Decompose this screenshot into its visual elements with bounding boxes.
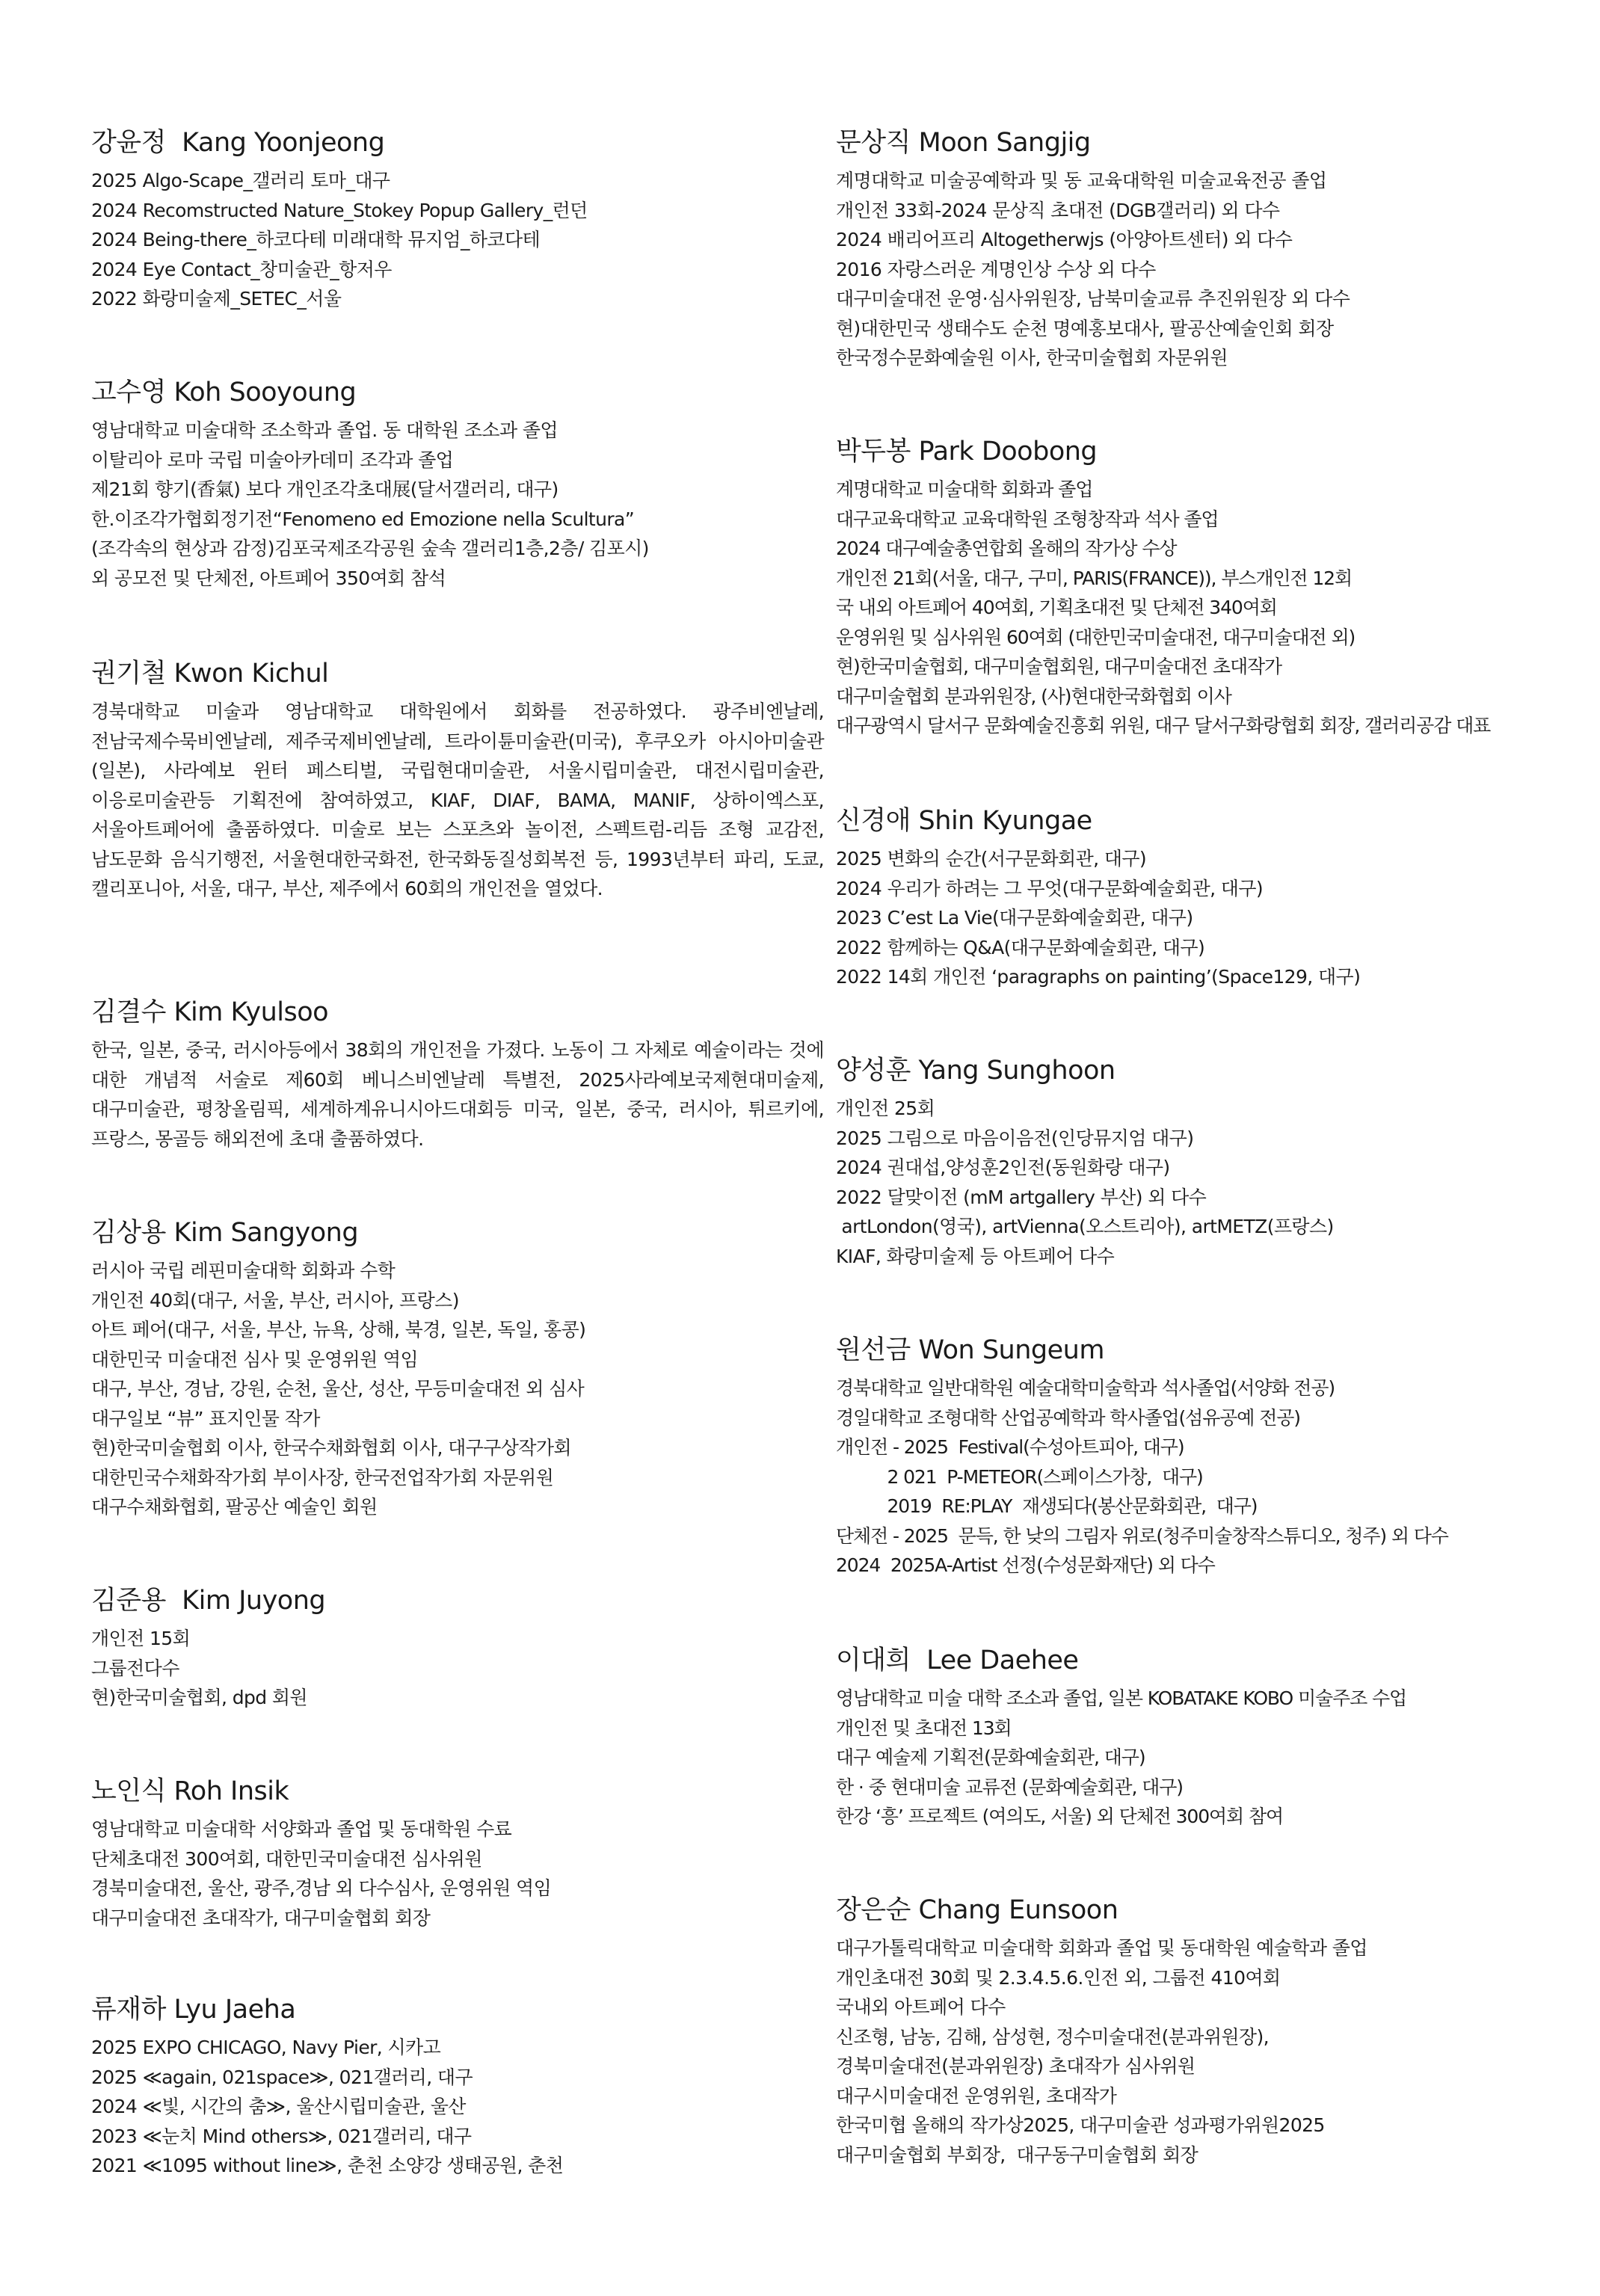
career-line: 대구미술대전 초대작가, 대구미술협회 회장 [91,1906,431,1929]
career-line: 2024 우리가 하려는 그 무엇(대구문화예술회관, 대구) [836,877,1264,899]
artist-kwon-kichul [91,656,824,904]
career-line: 개인전 25회 [836,1098,935,1119]
career-line: 대한민국 미술대전 심사 및 운영위원 역임 [91,1348,419,1370]
artist-won-sungeum [836,1333,1584,1581]
career-line: 신조형, 남농, 김해, 삼성현, 정수미술대전(분과위원장), [836,2025,1269,2048]
career-line: 2022 달맞이전 (mM artgallery 부산) 외 다수 [836,1186,1207,1208]
artist-career-list [836,1094,1584,1271]
artist-name: 원선금 Won Sungeum [836,1335,1104,1365]
career-paragraph: 경북대학교 미술과 영남대학교 대학원에서 회화를 전공하였다. 광주비엔날레, 전남국제수묵비엔날레, 제주국제비엔날레, 트라이튠미술관(미국), 후쿠오카 아시아미술관(일본), 사라예보 윈터 페스티벌, 국립현대미술관, 서울시립미술관, 대전시립미술관, 이응로미술관등 기획전에 참여하였고, KIAF, DIAF, BAMA, MANIF, 상하이엑스포, 서울아트페어에 출품하였다. 미술로 보는 스포츠와 놀이전, 스펙트럼-리듬 조형 교감전, 남도문화 음식기행전, 서울현대한국화전, 한국화동질성회복전 등, 1993년부터 파리, 도쿄, 캘리포니아, 서울, 대구, 부산, 제주에서 60회의 개인전을 열었다. [91,701,824,899]
career-line: 대구미술협회 부회장, 대구동구미술협회 회장 [836,2143,1199,2166]
artist-name: 강윤정 Kang Yoonjeong [91,128,385,158]
career-line: 대구미술대전 운영·심사위원장, 남북미술교류 추진위원장 외 다수 [836,288,1350,310]
artist-name: 김결수 Kim Kyulsoo [91,997,329,1027]
career-line: 2022 화랑미술제_SETEC_서울 [91,288,342,310]
artist-kang-yoonjeong [91,126,824,314]
artist-name: 이대희 Lee Daehee [836,1646,1079,1675]
career-line: 2019 RE:PLAY 재생되다(봉산문화회관, 대구) [836,1495,1258,1517]
career-line: 2025 Algo-Scape_갤러리 토마_대구 [91,170,390,191]
career-line: 이탈리아 로마 국립 미술아카데미 조각과 졸업 [91,449,454,471]
career-line: 계명대학교 미술대학 회화과 졸업 [836,478,1093,500]
career-line: 단체초대전 300여회, 대한민국미술대전 심사위원 [91,1847,482,1870]
artist-chang-eunsoon [836,1893,1584,2170]
artist-career-list [91,1815,824,1933]
artist-name: 김준용 Kim Juyong [91,1586,326,1616]
career-paragraph: 한국, 일본, 중국, 러시아등에서 38회의 개인전을 가졌다. 노동이 그 자체로 예술이라는 것에 대한 개념적 서술로 제60회 베니스비엔날레 특별전, 2025사라예보국제현대미술제, 대구미술관, 평창올림픽, 세계하계유니시아드대회등 미국, 일본, 중국, 러시아, 튀르키에, 프랑스, 몽골등 해외전에 초대 출품하였다. [91,1039,824,1150]
artist-name: 박두봉 Park Doobong [836,437,1098,467]
career-line: 2023 ≪눈치 Mind others≫, 021갤러리, 대구 [91,2125,472,2147]
career-line: 영남대학교 미술대학 서양화과 졸업 및 동대학원 수료 [91,1818,512,1840]
artist-career-list [836,844,1584,992]
artist-name: 양성훈 Yang Sunghoon [836,1056,1116,1086]
artist-name: 신경애 Shin Kyungae [836,806,1092,836]
artist-career-list [91,1624,824,1713]
career-line: 한.이조각가협회정기전“Fenomeno ed Emozione nella Scultura” [91,508,635,530]
career-line: 현)한국미술협회, 대구미술협회원, 대구미술대전 초대작가 [836,656,1282,677]
career-line: 2024 2025A-Artist 선정(수성문화재단) 외 다수 [836,1554,1215,1576]
artist-career-list [836,1373,1584,1581]
career-line: 대구교육대학교 교육대학원 조형창작과 석사 졸업 [836,508,1219,530]
artist-name: 노인식 Roh Insik [91,1776,289,1806]
career-line: 대구가톨릭대학교 미술대학 회화과 졸업 및 동대학원 예술학과 졸업 [836,1937,1367,1959]
artist-kim-sangyong [91,1216,824,1522]
career-line: 개인전 33회-2024 문상직 초대전 (DGB갤러리) 외 다수 [836,199,1280,221]
career-line: 아트 페어(대구, 서울, 부산, 뉴욕, 상해, 북경, 일본, 독일, 홍콩) [91,1319,586,1341]
career-line: 개인전 15회 [91,1628,191,1649]
career-line: 2024 대구예술총연합회 올해의 작가상 수상 [836,538,1177,559]
career-line: 경일대학교 조형대학 산업공예학과 학사졸업(섬유공예 전공) [836,1406,1300,1429]
career-line: artLondon(영국), artVienna(오스트리아), artMETZ(프랑스) [836,1216,1334,1237]
career-line: 2 021 P-METEOR(스페이스가창, 대구) [836,1465,1203,1488]
artist-career-list [836,1933,1584,2170]
artist-kim-juyong [91,1583,824,1713]
artist-career-list [91,1256,824,1522]
artist-career-list [836,166,1584,373]
career-line: 개인전 40회(대구, 서울, 부산, 러시아, 프랑스) [91,1289,459,1311]
artist-moon-sangjig [836,126,1584,373]
artist-name: 김상용 Kim Sangyong [91,1218,359,1248]
career-line: 개인전 및 초대전 13회 [836,1717,1012,1739]
career-line: 대구 예술제 기획전(문화예술회관, 대구) [836,1746,1145,1768]
career-line: 그룹전다수 [91,1657,179,1679]
career-line: 2024 Recomstructed Nature_Stokey Popup Gallery_런던 [91,199,588,221]
career-line: 운영위원 및 심사위원 60여회 (대한민국미술대전, 대구미술대전 외) [836,626,1356,648]
career-line: 2022 14회 개인전 ‘paragraphs on painting’(Space129, 대구) [836,966,1361,988]
artist-career-list [836,475,1584,741]
artist-koh-sooyoung [91,375,824,593]
artist-yang-sunghoon [836,1053,1584,1271]
artist-shin-kyungae [836,804,1584,992]
career-line: 현)한국미술협회 이사, 한국수채화협회 이사, 대구구상작가회 [91,1437,571,1459]
career-line: 국내외 아트페어 다수 [836,1996,1006,2018]
artist-name: 문상직 Moon Sangjig [836,128,1091,158]
artist-career-list [836,1684,1584,1832]
career-line: 2024 ≪빛, 시간의 춤≫, 울산시립미술관, 울산 [91,2096,466,2117]
career-line: 외 공모전 및 단체전, 아트페어 350여회 참석 [91,567,446,589]
career-line: 현)한국미술협회, dpd 회원 [91,1687,307,1708]
artist-kim-kyulsoo [91,995,824,1154]
career-line: 한 · 중 현대미술 교류전 (문화예술회관, 대구) [836,1776,1183,1798]
career-line: 현)대한민국 생태수도 순천 명예홍보대사, 팔공산예술인회 회장 [836,317,1334,339]
career-line: 한국미협 올해의 작가상2025, 대구미술관 성과평가위원2025 [836,2114,1325,2136]
career-line: 2025 ≪again, 021space≫, 021갤러리, 대구 [91,2066,473,2088]
career-line: 대구, 부산, 경남, 강원, 순천, 울산, 성산, 무등미술대전 외 심사 [91,1378,585,1400]
career-line: 경북대학교 일반대학원 예술대학미술학과 석사졸업(서양화 전공) [836,1377,1335,1399]
career-line: 2025 변화의 순간(서구문화회관, 대구) [836,848,1147,870]
career-line: 대구시미술대전 운영위원, 초대작가 [836,2084,1117,2107]
artist-name: 장은순 Chang Eunsoon [836,1895,1119,1925]
career-line: 경북미술대전, 울산, 광주,경남 외 다수심사, 운영위원 역임 [91,1877,552,1899]
career-line: 개인전 21회(서울, 대구, 구미, PARIS(FRANCE)), 부스개인전 12회 [836,567,1352,589]
artist-name: 권기철 Kwon Kichul [91,659,329,689]
career-line: 2024 Eye Contact_창미술관_항저우 [91,258,392,280]
career-line: 대한민국수채화작가회 부이사장, 한국전업작가회 자문위원 [91,1466,554,1489]
career-line: 대구일보 “뷰” 표지인물 작가 [91,1407,320,1429]
career-line: 대구미술협회 분과위원장, (사)현대한국화협회 이사 [836,685,1231,707]
career-line: 2024 배리어프리 Altogetherwjs (아양아트센터) 외 다수 [836,229,1293,250]
career-line: 2016 자랑스러운 계명인상 수상 외 다수 [836,258,1156,280]
career-line: 개인초대전 30회 및 2.3.4.5.6.인전 외, 그룹전 410여회 [836,1966,1281,1989]
career-line: 2024 권대섭,양성훈2인전(동원화랑 대구) [836,1157,1170,1178]
career-line: (조각속의 현상과 감정)김포국제조각공원 숲속 갤러리1층,2층/ 김포시) [91,538,649,559]
career-line: 단체전 - 2025 문득, 한 낮의 그림자 위로(청주미술창작스튜디오, 청주) 외 다수 [836,1524,1448,1547]
career-line: 러시아 국립 레핀미술대학 회화과 수학 [91,1260,396,1281]
artist-career-list [91,416,824,593]
career-line: 2025 EXPO CHICAGO, Navy Pier, 시카고 [91,2037,441,2058]
artist-park-doobong [836,434,1584,741]
career-line: 영남대학교 미술 대학 조소과 졸업, 일본 KOBATAKE KOBO 미술주조 수업 [836,1687,1407,1709]
career-line: 한국정수문화예술원 이사, 한국미술협회 자문위원 [836,347,1228,369]
career-line: 계명대학교 미술공예학과 및 동 교육대학원 미술교육전공 졸업 [836,170,1327,191]
career-line: 2024 Being-there_하코다테 미래대학 뮤지엄_하코다테 [91,229,541,250]
artist-career-list [91,697,824,904]
career-line: 경북미술대전(분과위원장) 초대작가 심사위원 [836,2055,1196,2077]
artist-name: 고수영 Koh Sooyoung [91,378,357,407]
career-line: 대구수채화협회, 팔공산 예술인 회원 [91,1496,378,1518]
career-line: KIAF, 화랑미술제 등 아트페어 다수 [836,1245,1115,1267]
career-line: 영남대학교 미술대학 조소학과 졸업. 동 대학원 조소과 졸업 [91,419,558,441]
artist-name: 류재하 Lyu Jaeha [91,1995,296,2025]
artist-roh-insik [91,1774,824,1933]
career-line: 제21회 향기(香氣) 보다 개인조각초대展(달서갤러리, 대구) [91,478,559,500]
career-line: 2021 ≪1095 without line≫, 춘천 소양강 생태공원, 춘천 [91,2155,564,2176]
artist-lee-daehee [836,1643,1584,1832]
career-line: 2023 C’est La Vie(대구문화예술회관, 대구) [836,907,1193,929]
career-line: 대구광역시 달서구 문화예술진흥회 위원, 대구 달서구화랑협회 회장, 갤러리공감 대표 [836,715,1491,736]
career-line: 2025 그림으로 마음이음전(인당뮤지엄 대구) [836,1127,1194,1149]
artist-career-list [91,2033,824,2181]
artist-career-list [91,166,824,314]
career-line: 2022 함께하는 Q&A(대구문화예술회관, 대구) [836,936,1205,958]
career-line: 한강 ‘흥’ 프로젝트 (여의도, 서울) 외 단체전 300여회 참여 [836,1806,1284,1827]
artist-lyu-jaeha [91,1992,824,2181]
career-line: 개인전 - 2025 Festival(수성아트피아, 대구) [836,1436,1184,1458]
artist-career-list [91,1035,824,1154]
career-line: 국 내외 아트페어 40여회, 기획초대전 및 단체전 340여회 [836,597,1277,618]
